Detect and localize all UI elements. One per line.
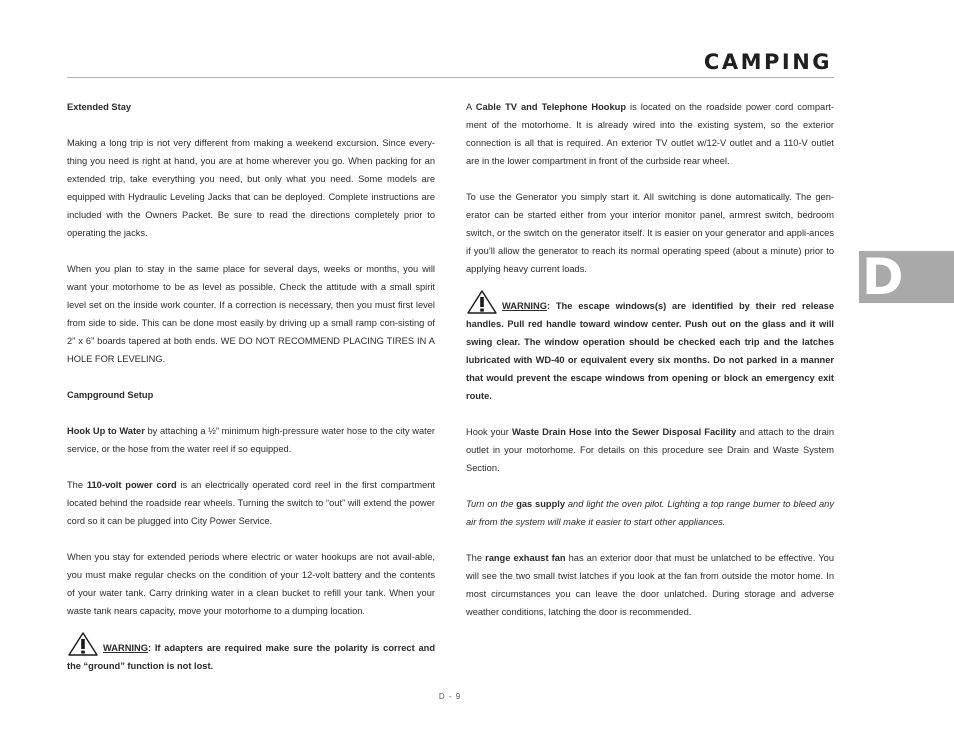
warning-text: : The escape windows(s) are identified by their red release handles. Pull red handle toward window center. Push out on the glass and it will swing clear. The window operation should be checked each trip and the latches lubricated with WD-40 or equivalent every six months. Do not parked in a manner that would prevent the escape windows from opening or block an emergency exit route. [466,301,834,401]
warning-label: WARNING [103,643,148,653]
water-hookup-term: Hook Up to Water [67,426,145,436]
adapter-warning [67,631,435,675]
gas-supply-term: gas supply [516,499,566,509]
exhaust-fan-term: range exhaust fan [485,553,566,563]
water-hookup-paragraph [67,422,435,458]
extended-stay-paragraph-2: When you plan to stay in the same place for several days, weeks or months, you will want your motorhome to be as level as possible. Check the attitude with a small spirit level set on the inside work counter. If a correction is necessary, then you must first level from side to side. This can be done most easily by driving up a small ramp con-sisting of 2” x 6” boards tapered at both ends. WE DO NOT RECOMMEND PLACING TIRES IN A HOLE FOR LEVELING. [67,264,435,364]
gas-supply-prefix: Turn on the [466,499,517,509]
power-cord-term: 110-volt power cord [86,480,177,490]
cable-tv-term: Cable TV and Telephone Hookup [475,102,626,112]
power-cord-prefix: The [67,480,87,490]
extended-periods-paragraph: When you stay for extended periods where electric or water hookups are not avail-able, you must make regular checks on the condition of your 12-volt battery and the contents of your water tank. Carry drinking water in a clean bucket to refill your tank. When your waste tank nears capacity, move your motorhome to a dumping location. [67,552,435,616]
extended-stay-paragraph-1: Making a long trip is not very different from making a weekend excursion. Since every-thing you need is right at hand, you are at home wherever you go. When packing for an extended trip, take everything you need, but only what you need. Some models are equipped with Hydraulic Leveling Jacks that can be deployed. Complete instructions are included with the Owners Packet. Be sure to read the directions completely prior to operating the jacks. [67,138,435,238]
power-cord-paragraph [67,476,435,530]
page-number: D - 9 [438,692,462,701]
escape-window-warning [466,289,834,405]
left-column [67,98,435,675]
waste-drain-term: Waste Drain Hose into the Sewer Disposal Facility [511,427,737,437]
extended-stay-heading: Extended Stay [67,102,132,112]
warning-triangle-icon [466,289,498,315]
waste-drain-text: and attach to the drain outlet in your motorhome. For details on this procedure see Drain and Waste System Section. [466,427,834,473]
warning-label: WARNING [502,301,547,311]
page-title: CAMPING [703,50,832,74]
exhaust-fan-paragraph [466,549,834,621]
waste-drain-prefix: Hook your [466,427,512,437]
header-rule [67,77,834,78]
cable-tv-text: is located on the roadside power cord compart-ment of the motorhome. It is already wired into the existing system, so the exterior connection is all that is required. An exterior TV outlet w/12-V outlet and a 110-V outlet are in the lower compartment in front of the curbside rear wheel. [466,102,834,166]
right-column [466,98,834,621]
section-tab-letter: D [862,248,904,306]
exhaust-fan-prefix: The [466,553,486,563]
generator-paragraph: To use the Generator you simply start it. All switching is done automatically. The gen-erator can be started either from your interior monitor panel, armrest switch, bedroom switch, or the switch on the generator itself. It is easier on your generator and appli-ances if you’ll allow the generator to reach its normal operating speed (about a minute) prior to applying heavy current loads. [466,192,834,274]
power-cord-text: is an electrically operated cord reel in the first compartment located behind the roadside rear wheels. Turning the switch to “out” will extend the power cord so it can be plugged into City Power Service. [67,480,435,526]
waste-drain-paragraph [466,423,834,477]
water-hookup-text: by attaching a ½” minimum high-pressure water hose to the city water service, or the hose from the water reel if so equipped. [67,426,435,454]
exhaust-fan-text: has an exterior door that must be unlatched to be effective. You will see the two small twist latches if you look at the fan from outside the motor home. In most circumstances you can leave the door unlatched. During storage and adverse weather conditions, latching the door is recommended. [466,553,835,617]
gas-supply-text: and light the oven pilot. Lighting a top range burner to bleed any air from the system will make it easier to start other appliances. [466,499,834,527]
warning-text: : If adapters are required make sure the polarity is correct and the “ground” function is not lost. [67,643,435,671]
cable-tv-prefix: A [466,102,476,112]
campground-setup-heading: Campground Setup [67,390,154,400]
cable-tv-paragraph [466,98,834,170]
warning-triangle-icon [67,631,99,657]
gas-supply-paragraph [466,495,834,531]
